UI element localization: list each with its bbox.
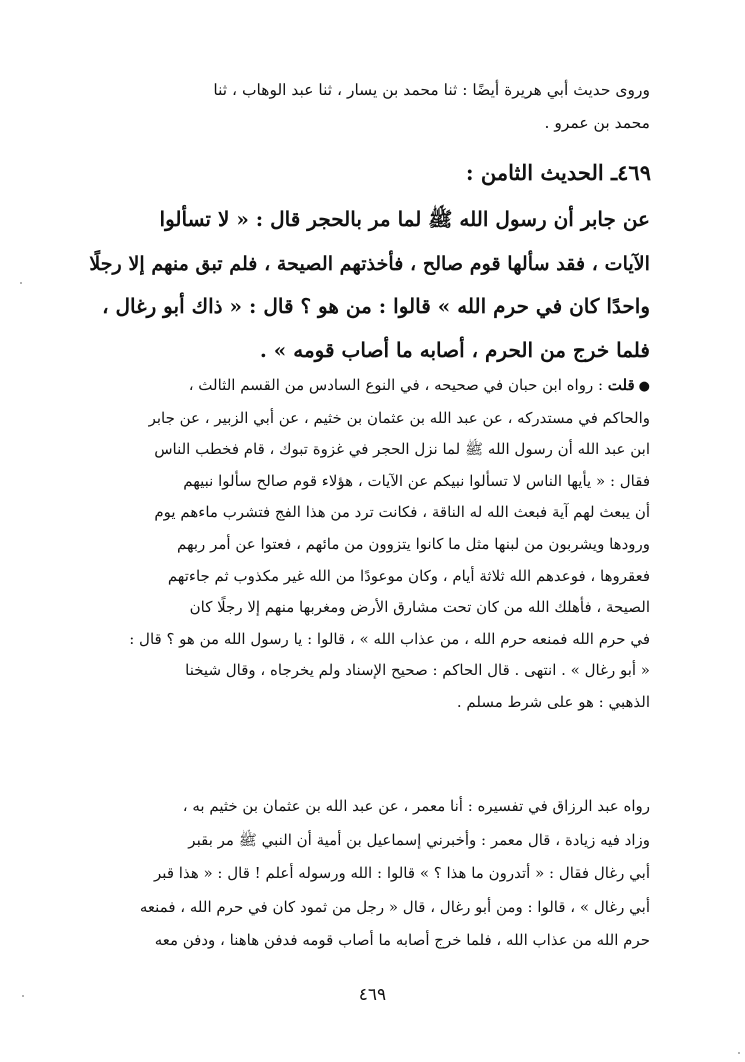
commentary-line: ورودها ويشربون من لبنها مثل ما كانوا يتزوون من مائهم ، فعتوا عن أمر ربهم <box>176 534 650 553</box>
tafsir-line: وزاد فيه زيادة ، قال معمر : وأخبرني إسماعيل بن أمية أن النبي ﷺ مر بقبر <box>188 830 650 849</box>
commentary-paragraph <box>78 370 650 719</box>
intro-line: محمد بن عمرو . <box>544 114 650 132</box>
hadith-line: واحدًا كان في حرم الله » قالوا : من هو ؟ قال : « ذاك أبو رغال ، <box>102 294 650 318</box>
commentary-line: الصيحة ، فأهلك الله من كان تحت مشارق الأرض ومغربها منهم إلا رجلًا كان <box>189 598 650 617</box>
scan-speck <box>20 282 22 284</box>
commentary-line-text: : رواه ابن حبان في صحيحه ، في النوع السادس من القسم الثالث ، <box>188 376 608 394</box>
hadith-line: الآيات ، فقد سألها قوم صالح ، فأخذتهم الصيحة ، فلم تبق منهم إلا رجلًا <box>89 251 650 275</box>
commentary-label: قلت <box>607 376 635 394</box>
tafsir-line: رواه عبد الرزاق في تفسيره : أنا معمر ، عن عبد الله بن عثمان بن خثيم به ، <box>182 797 650 815</box>
commentary-line: فعقروها ، فوعدهم الله ثلاثة أيام ، وكان موعودًا من الله غير مكذوب ثم جاءتهم <box>167 566 650 585</box>
commentary-line: في حرم الله فمنعه حرم الله ، من عذاب الله » ، قالوا : يا رسول الله من هو ؟ قال : <box>129 629 650 648</box>
scan-speck <box>738 1052 740 1054</box>
bullet-icon: ● <box>638 379 650 394</box>
hadith-line: فلما خرج من الحرم ، أصابه ما أصاب قومه » . <box>259 337 650 362</box>
commentary-line: الذهبي : هو على شرط مسلم . <box>456 692 650 711</box>
commentary-line: والحاكم في مستدركه ، عن عبد الله بن عثمان بن خثيم ، عن أبي الزبير ، عن جابر <box>148 408 650 427</box>
hadith-line: عن جابر أن رسول الله ﷺ لما مر بالحجر قال : « لا تسألوا <box>159 207 650 231</box>
commentary-line: فقال : « يأيها الناس لا تسألوا نبيكم عن الآيات ، هؤلاء قوم صالح سألوا نبيهم <box>183 471 650 490</box>
commentary-line: « أبو رغال » . انتهى . قال الحاكم : صحيح الإسناد ولم يخرجاه ، وقال شيخنا <box>185 661 650 680</box>
tafsir-line: أبي رغال فقال : « أتدرون ما هذا ؟ » قالوا : الله ورسوله أعلم ! قال : « هذا قبر <box>154 864 650 882</box>
commentary-first-line <box>78 370 650 403</box>
intro-paragraph <box>78 74 650 140</box>
scan-speck <box>22 995 24 997</box>
hadith-text <box>78 198 650 372</box>
intro-line: وروى حديث أبي هريرة أيضًا : ثنا محمد بن يسار ، ثنا عبد الوهاب ، ثنا <box>213 81 650 99</box>
tafsir-line: حرم الله من عذاب الله ، فلما خرج أصابه ما أصاب قومه فدفن هاهنا ، ودفن معه <box>154 931 650 949</box>
commentary-line: ابن عبد الله أن رسول الله ﷺ لما نزل الحجر في غزوة تبوك ، قام فخطب الناس <box>154 440 650 459</box>
commentary-line: أن يبعث لهم آية فبعث الله له الناقة ، فكانت ترد من هذا الفج فتشرب ماءهم يوم <box>154 503 650 522</box>
page-number: ٤٦٩ <box>358 985 387 1005</box>
tafsir-paragraph <box>78 790 650 958</box>
hadith-heading: ٤٦٩ـ الحديث الثامن : <box>465 160 651 185</box>
tafsir-line: أبي رغال » ، قالوا : ومن أبو رغال ، قال « رجل من ثمود كان في حرم الله ، فمنعه <box>139 897 650 916</box>
